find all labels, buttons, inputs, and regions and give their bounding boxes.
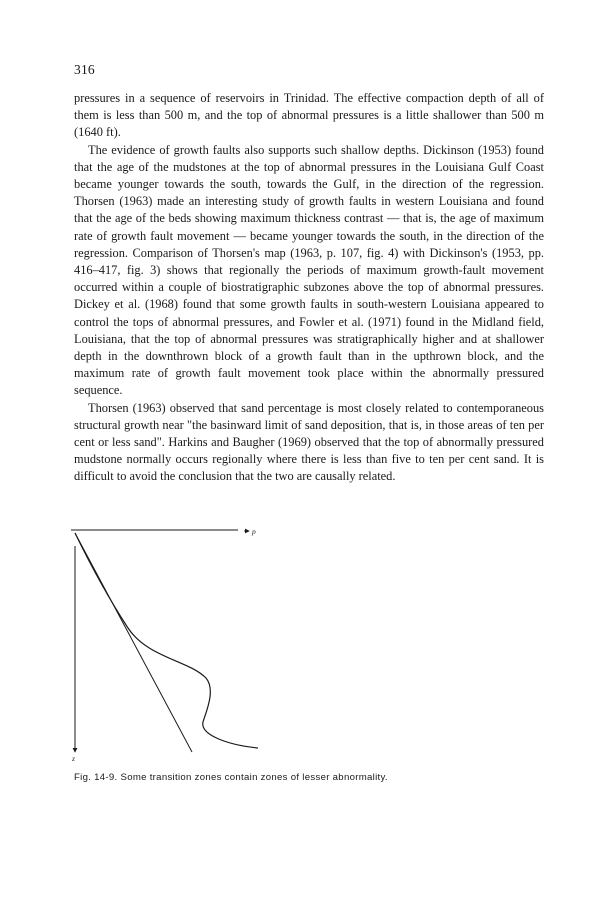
figure-caption: Fig. 14-9. Some transition zones contain zones of lesser abnormality. [74, 772, 388, 783]
pressure-curve [75, 533, 258, 748]
figure-diagram [68, 520, 268, 765]
hydrostatic-line [75, 533, 192, 752]
paragraph: pressures in a sequence of reservoirs in Trinidad. The effective compaction depth of all of them is less than 500 m, and the top of abnormal pressures is a little shallower than 500 m (1640 ft). [74, 91, 544, 140]
depth-axis-label: z [72, 754, 75, 763]
paragraph: The evidence of growth faults also supports such shallow depths. Dickinson (1953) found that the age of the mudstones at the top of abnormal pressures in the Louisiana Gulf Coast became younger towards the south, towards the Gulf, in the direction of the regression. Thorsen (1963) made an interesting study of growth faults in western Louisiana and found that the age of the beds showing maximum thickness contrast — that is, the age of maximum rate of growth fault movement — became younger towards the south, in the direction of the regression. Comparison of Thorsen's map (1963, p. 107, fig. 4) with Dickinson's (1953, pp. 416–417, fig. 3) shows that regionally the periods of maximum growth-fault movement occurred within a couple of biostratigraphic subzones above the top of abnormal pressures. Dickey et al. (1968) found that some growth faults in south-western Louisiana appeared to control the tops of abnormal pressures, and Fowler et al. (1971) found in the Midland field, Louisiana, that the top of abnormal pressures was stratigraphically higher and at shallower depth in the downthrown block of a growth fault than in the upthrown block, and the maximum rate of growth fault movement took place within the abnormally pressured sequence. [74, 142, 544, 398]
page-number: 316 [74, 62, 95, 77]
body-text [74, 90, 544, 486]
pressure-axis-label: p [252, 527, 256, 536]
paragraph: Thorsen (1963) observed that sand percentage is most closely related to contemporaneous structural growth near "the basinward limit of sand deposition, that is, in those areas of ten per cent or less sand". Harkins and Baugher (1969) observed that the top of abnormally pressured mudstone normally occurs regionally where there is less than five to ten per cent sand. It is difficult to avoid the conclusion that the two are causally related. [74, 400, 544, 484]
pressure-depth-figure [68, 520, 268, 765]
